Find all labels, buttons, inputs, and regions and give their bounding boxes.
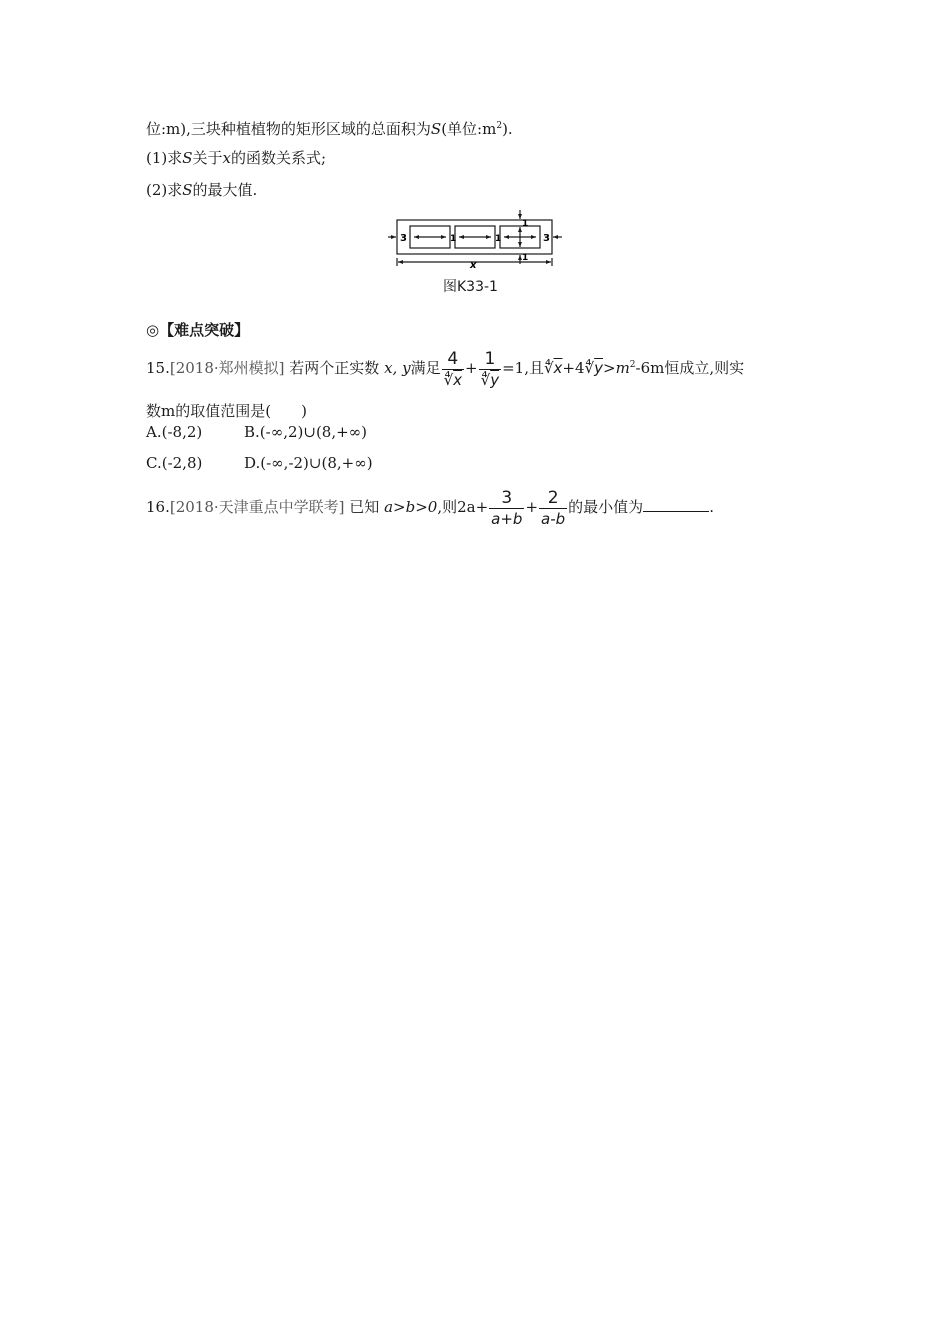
q1-prefix: (1)求 xyxy=(146,149,183,167)
q16-text-b: ,则2a+ xyxy=(437,498,489,516)
label-3-left: 3 xyxy=(400,233,407,244)
q15-options-row-2 xyxy=(146,453,373,473)
q1-suffix: 的函数关系式; xyxy=(231,149,327,167)
q15-source: [2018·郑州模拟] xyxy=(169,359,285,377)
q1-mid: 关于 xyxy=(192,149,223,167)
q15-text-c: =1,且 xyxy=(502,359,544,377)
label-x: x xyxy=(470,260,477,270)
frac2-num: 1 xyxy=(484,348,496,369)
label-1-top: 1 xyxy=(522,219,529,229)
q15-root-x: $\overline{x}$ xyxy=(553,359,563,377)
question-15-line-2: 数m的取值范围是( ) xyxy=(146,402,307,420)
intro-text: 位:m),三块种植植物的矩形区域的总面积为 xyxy=(146,120,431,138)
q15-options-row-1 xyxy=(146,422,367,442)
q16-frac2-num: 2 xyxy=(547,487,559,508)
section-title: 【难点突破】 xyxy=(159,321,250,339)
q16-fraction-2 xyxy=(539,488,567,529)
unit-sup: 2 xyxy=(496,121,503,131)
var-s: S xyxy=(182,149,193,167)
answer-blank[interactable] xyxy=(643,497,709,512)
unit-text: (单位:m xyxy=(441,120,497,138)
question-part-1 xyxy=(146,148,326,168)
q2-suffix: 的最大值. xyxy=(192,181,258,199)
label-1-b: 1 xyxy=(495,234,502,244)
option-d: D.(-∞,-2)∪(8,+∞) xyxy=(244,454,373,472)
frac1-den-var: $\overline{x}$ xyxy=(453,370,463,389)
q16-plus: + xyxy=(525,498,539,516)
q16-text-c: 的最小值为 xyxy=(568,498,644,516)
question-part-2 xyxy=(146,180,257,200)
var-s: S xyxy=(430,120,442,138)
q16-fraction-1 xyxy=(489,488,524,529)
frac1-den: $∜\overline{x}$ xyxy=(443,370,463,389)
q15-plus: + xyxy=(465,359,478,377)
q15-sup: 2 xyxy=(629,360,636,370)
figure-caption: 图K33-1 xyxy=(443,279,498,295)
q15-number: 15. xyxy=(146,359,170,377)
question-15: 15.[2018·郑州模拟] 若两个正实数 x, y满足 $\frac{4}{∜\overline{x}}$ + $\frac{1}{∜\overline{y}}$ =1,且$∜\overline{x}+4∜\overline{y}>m^2-6m$恒成立,则实 xyxy=(146,348,745,389)
q16-end: . xyxy=(709,498,714,516)
frac2-den-var: $\overline{y}$ xyxy=(490,370,500,389)
option-a: A.(-8,2) xyxy=(146,423,203,441)
q15-text-d: >m xyxy=(603,359,630,377)
label-1-bottom: 1 xyxy=(522,253,529,263)
target-icon: ◎ xyxy=(146,321,160,339)
q15-root-y: $\overline{y}$ xyxy=(594,359,603,377)
q15-plus4: +4 xyxy=(562,359,585,377)
q16-frac2-den: a-b xyxy=(541,509,566,528)
q16-number: 16. xyxy=(146,498,170,516)
question-16 xyxy=(146,485,714,529)
q15-fraction-1 xyxy=(442,349,464,390)
var-s: S xyxy=(182,181,193,199)
q15-text-a: 若两个正实数 xyxy=(289,359,380,377)
section-heading xyxy=(146,320,249,340)
label-3-right: 3 xyxy=(543,233,550,244)
q16-text-a: 已知 xyxy=(349,498,380,516)
q16-frac1-num: 3 xyxy=(501,487,513,508)
option-c: C.(-2,8) xyxy=(146,454,203,472)
intro-line-1 xyxy=(146,116,513,139)
q16-condition: a>b>0 xyxy=(384,498,438,516)
q15-text-e: -6m恒成立,则实 xyxy=(635,359,745,377)
q16-frac1-den: a+b xyxy=(491,509,523,528)
q15-fraction-2 xyxy=(479,349,501,390)
q15-vars: x, y xyxy=(384,359,411,377)
figure-k33-1 xyxy=(384,208,570,270)
frac2-den: $∜\overline{y}$ xyxy=(480,370,500,389)
label-1-a: 1 xyxy=(450,234,457,244)
var-x: x xyxy=(222,149,232,167)
q2-prefix: (2)求 xyxy=(146,181,183,199)
frac1-num: 4 xyxy=(447,348,459,369)
unit-close: ). xyxy=(502,120,513,138)
option-b: B.(-∞,2)∪(8,+∞) xyxy=(244,423,368,441)
q16-source: [2018·天津重点中学联考] xyxy=(169,498,345,516)
q15-text-b: 满足 xyxy=(410,359,441,377)
